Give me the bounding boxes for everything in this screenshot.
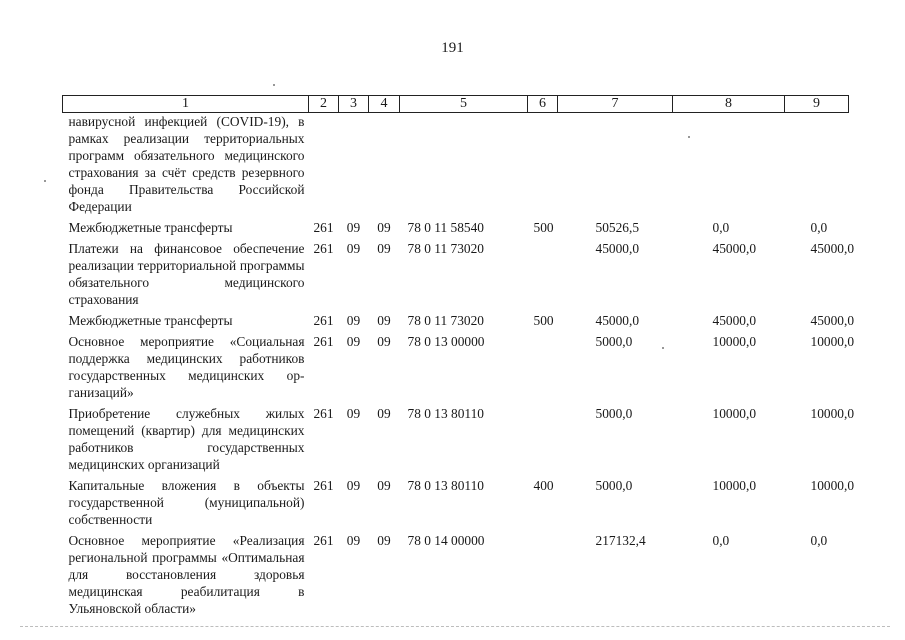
amount-year1-cell: 45000,0: [595, 313, 640, 328]
page-number: 191: [441, 40, 464, 56]
row-description: Капитальные вложения в объекты государственной (муниципальной) собственности: [68, 478, 305, 527]
subsection-code-cell: 09: [377, 478, 391, 493]
amount-year2-cell: 10000,0: [712, 334, 757, 349]
section-code-cell: 09: [346, 406, 361, 421]
admin-code-cell: [309, 113, 339, 216]
column-header-1: 1: [63, 96, 309, 113]
subsection-code-cell: 09: [377, 533, 391, 548]
expense-type-cell: [528, 329, 558, 401]
section-code-cell: 09: [346, 334, 361, 349]
column-header-9: 9: [785, 96, 849, 113]
table-row: [63, 308, 849, 329]
admin-code-cell: 261: [313, 478, 334, 493]
amount-year3-cell: 10000,0: [810, 334, 855, 349]
row-description: Основное мероприятие «Реализация региональной программы «Оптимальная для восстановления здоровья медицинская реабилитация в Ульяновской области»: [68, 533, 305, 616]
amount-year3-cell: 45000,0: [810, 241, 855, 256]
amount-year1-cell: 50526,5: [595, 220, 640, 235]
target-article-cell: 78 0 13 80110: [407, 478, 484, 493]
scan-speck: [273, 84, 275, 86]
target-article-cell: 78 0 11 73020: [407, 241, 484, 256]
target-article-cell: 78 0 11 73020: [407, 313, 484, 328]
target-article-cell: 78 0 13 80110: [407, 406, 484, 421]
table-row: [63, 236, 849, 308]
amount-year3-cell: 10000,0: [810, 478, 855, 493]
expense-type-cell: 500: [533, 220, 554, 235]
row-description: Приобретение служебных жилых помещений (квартир) для медицинских работников государственных медицинских организаций: [68, 406, 305, 472]
amount-year2-cell: 10000,0: [712, 406, 757, 421]
row-description: Платежи на финансовое обеспечение реализации территориальной программы обязательного медицинского страхования: [68, 241, 305, 307]
subsection-code-cell: [369, 113, 400, 216]
amount-year1-cell: 5000,0: [595, 406, 633, 421]
table-row: [63, 528, 849, 617]
subsection-code-cell: 09: [377, 334, 391, 349]
amount-year2-cell: 0,0: [712, 533, 730, 548]
expense-type-cell: [528, 236, 558, 308]
column-header-4: 4: [369, 96, 400, 113]
budget-table: [62, 95, 855, 617]
section-code-cell: [339, 113, 369, 216]
admin-code-cell: 261: [313, 406, 334, 421]
amount-year1-cell: 5000,0: [595, 478, 633, 493]
section-code-cell: 09: [346, 478, 361, 493]
scan-speck: [688, 136, 690, 138]
subsection-code-cell: 09: [377, 313, 391, 328]
amount-year2-cell: 0,0: [712, 220, 730, 235]
table-row: [63, 215, 849, 236]
section-code-cell: 09: [346, 241, 361, 256]
scan-speck: [662, 347, 664, 349]
section-code-cell: 09: [346, 220, 361, 235]
expense-type-cell: 500: [533, 313, 554, 328]
section-code-cell: 09: [346, 533, 361, 548]
column-number-header: [63, 96, 849, 113]
amount-year2-cell: 45000,0: [712, 313, 757, 328]
table-row: [63, 401, 849, 473]
expense-type-cell: 400: [533, 478, 554, 493]
amount-year3-cell: 0,0: [810, 533, 828, 548]
row-description: навирусной инфекцией (COVID-19), в рамках реализации территориальных программ обязательного медицинского страхования за счёт средств резервного фонда Правительства Российской Федерации: [68, 114, 305, 214]
subsection-code-cell: 09: [377, 406, 391, 421]
amount-year2-cell: 45000,0: [712, 241, 757, 256]
target-article-cell: 78 0 14 00000: [407, 533, 485, 548]
admin-code-cell: 261: [313, 533, 334, 548]
column-header-7: 7: [558, 96, 673, 113]
table-row: [63, 329, 849, 401]
amount-year1-cell: 5000,0: [595, 334, 633, 349]
table-row: [63, 113, 849, 216]
amount-year3-cell: [785, 113, 849, 216]
amount-year3-cell: 10000,0: [810, 406, 855, 421]
subsection-code-cell: 09: [377, 241, 391, 256]
column-header-2: 2: [309, 96, 339, 113]
admin-code-cell: 261: [313, 241, 334, 256]
expense-type-cell: [528, 528, 558, 617]
amount-year1-cell: [558, 113, 673, 216]
section-code-cell: 09: [346, 313, 361, 328]
admin-code-cell: 261: [313, 334, 334, 349]
amount-year1-cell: 217132,4: [595, 533, 646, 548]
column-header-8: 8: [673, 96, 785, 113]
expense-type-cell: [528, 113, 558, 216]
target-article-cell: 78 0 11 58540: [407, 220, 484, 235]
amount-year3-cell: 0,0: [810, 220, 828, 235]
admin-code-cell: 261: [313, 313, 334, 328]
target-article-cell: [400, 113, 528, 216]
amount-year2-cell: 10000,0: [712, 478, 757, 493]
column-header-5: 5: [400, 96, 528, 113]
table-row: [63, 473, 849, 528]
row-description: Межбюджетные трансферты: [68, 220, 233, 235]
amount-year1-cell: 45000,0: [595, 241, 640, 256]
target-article-cell: 78 0 13 00000: [407, 334, 485, 349]
scan-speck: [44, 180, 46, 182]
row-description: Основное мероприятие «Социальная поддержка медицинских работников государственных медицинских организаций»: [68, 334, 305, 400]
amount-year2-cell: [673, 113, 785, 216]
row-description: Межбюджетные трансферты: [68, 313, 233, 328]
amount-year3-cell: 45000,0: [810, 313, 855, 328]
subsection-code-cell: 09: [377, 220, 391, 235]
scan-edge-line: [20, 626, 890, 627]
expense-type-cell: [528, 401, 558, 473]
admin-code-cell: 261: [313, 220, 334, 235]
column-header-3: 3: [339, 96, 369, 113]
column-header-6: 6: [528, 96, 558, 113]
